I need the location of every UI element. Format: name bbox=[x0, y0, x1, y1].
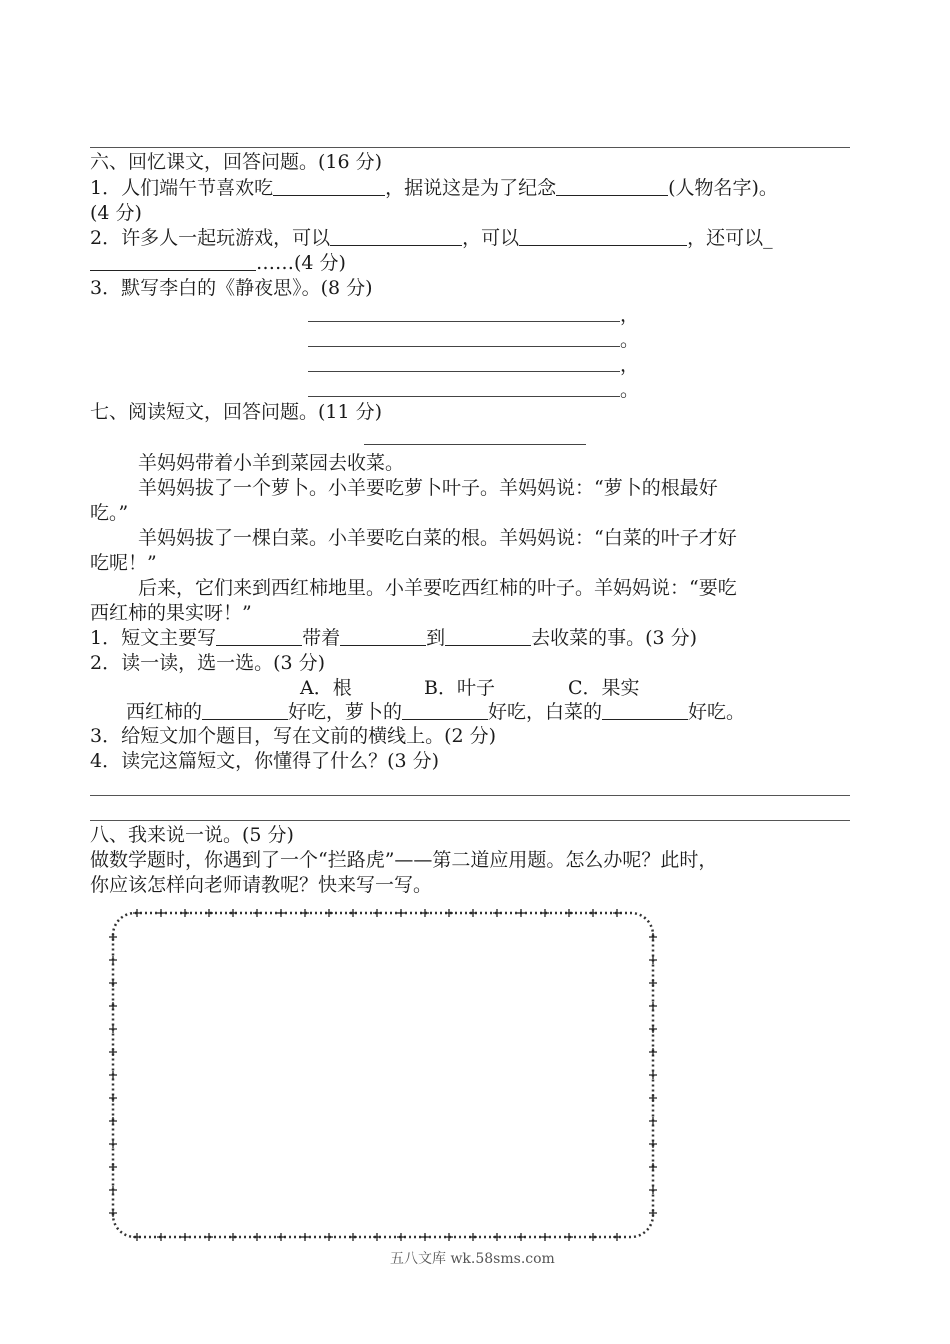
footer-watermark: 五八文库 wk.58sms.com bbox=[390, 1251, 555, 1267]
border-cross bbox=[109, 1025, 117, 1033]
border-cross bbox=[649, 1163, 657, 1171]
border-cross bbox=[109, 933, 117, 941]
border-cross bbox=[589, 1233, 597, 1241]
border-cross bbox=[613, 909, 621, 917]
border-cross bbox=[649, 1048, 657, 1056]
poem-line-1[interactable] bbox=[308, 321, 620, 322]
answer-blank-game-3[interactable] bbox=[90, 252, 256, 271]
border-cross bbox=[157, 909, 165, 917]
border-cross bbox=[565, 1233, 573, 1241]
border-cross bbox=[109, 1117, 117, 1125]
border-cross bbox=[109, 1048, 117, 1056]
border-cross bbox=[649, 1094, 657, 1102]
question-6-1-points: (4 分) bbox=[90, 202, 142, 224]
answer-blank-food[interactable] bbox=[273, 177, 385, 196]
answer-blank-whom[interactable] bbox=[340, 627, 426, 646]
border-cross bbox=[133, 1233, 141, 1241]
q6-1-text-b: ，据说这是为了纪念 bbox=[385, 177, 557, 199]
q6-2-text-c: ，还可以_ bbox=[687, 227, 773, 249]
border-cross bbox=[469, 909, 477, 917]
border-cross bbox=[349, 909, 357, 917]
border-cross bbox=[109, 1094, 117, 1102]
border-cross bbox=[565, 909, 573, 917]
q7-1-text-b: 带着 bbox=[302, 627, 341, 649]
fill-text-c: 好吃，白菜的 bbox=[488, 701, 603, 723]
border-cross bbox=[109, 1071, 117, 1079]
poem-line-2[interactable] bbox=[308, 346, 620, 347]
section-8-prompt-b: 你应该怎样向老师请教呢？快来写一写。 bbox=[90, 874, 433, 896]
border-cross bbox=[181, 909, 189, 917]
poem-punct-3: ， bbox=[620, 354, 640, 376]
passage-paragraph-4-a: 后来，它们来到西红柿地里。小羊要吃西红柿的叶子。羊妈妈说：“要吃 bbox=[138, 577, 737, 599]
top-divider bbox=[90, 147, 850, 148]
border-cross bbox=[133, 909, 141, 917]
section-7-heading: 七、阅读短文，回答问题。(11 分) bbox=[90, 401, 383, 423]
border-cross bbox=[253, 1233, 261, 1241]
border-cross bbox=[541, 1233, 549, 1241]
passage-title-line[interactable] bbox=[364, 444, 586, 445]
border-cross bbox=[493, 1233, 501, 1241]
passage-paragraph-2-b: 吃。” bbox=[90, 502, 129, 524]
border-cross bbox=[109, 979, 117, 987]
border-cross bbox=[253, 909, 261, 917]
q6-1-text-a: 1．人们端午节喜欢吃 bbox=[90, 177, 274, 199]
border-cross bbox=[541, 909, 549, 917]
poem-line-4[interactable] bbox=[308, 396, 620, 397]
border-cross bbox=[205, 1233, 213, 1241]
question-7-2: 2．读一读，选一选。(3 分) bbox=[90, 652, 326, 674]
answer-blank-game-1[interactable] bbox=[330, 227, 462, 246]
border-cross bbox=[373, 1233, 381, 1241]
border-cross bbox=[649, 1140, 657, 1148]
answer-blank-who[interactable] bbox=[216, 627, 302, 646]
poem-punct-1: ， bbox=[620, 304, 640, 326]
question-6-3: 3．默写李白的《静夜思》。(8 分) bbox=[90, 277, 373, 299]
answer-blank-cabbage[interactable] bbox=[602, 701, 688, 720]
question-7-1 bbox=[90, 626, 697, 650]
q6-2-text-a: 2．许多人一起玩游戏，可以 bbox=[90, 227, 331, 249]
border-cross bbox=[649, 1209, 657, 1217]
border-cross bbox=[109, 956, 117, 964]
border-cross bbox=[421, 909, 429, 917]
border-cross bbox=[109, 1163, 117, 1171]
border-cross bbox=[301, 1233, 309, 1241]
border-cross bbox=[517, 909, 525, 917]
border-cross bbox=[301, 909, 309, 917]
border-cross bbox=[373, 909, 381, 917]
passage-paragraph-4-b: 西红柿的果实呀！” bbox=[90, 602, 252, 624]
border-cross bbox=[277, 909, 285, 917]
q7-1-text-d: 去收菜的事。(3 分) bbox=[531, 627, 698, 649]
answer-blank-person[interactable] bbox=[556, 177, 668, 196]
option-a: A．根 bbox=[300, 677, 352, 699]
q6-2-text-b: ，可以 bbox=[462, 227, 520, 249]
border-cross bbox=[109, 1186, 117, 1194]
answer-blank-tomato[interactable] bbox=[202, 701, 288, 720]
section-6-heading: 六、回忆课文，回答问题。(16 分) bbox=[90, 151, 383, 173]
border-cross bbox=[649, 1071, 657, 1079]
border-cross bbox=[649, 1186, 657, 1194]
border-cross bbox=[649, 1117, 657, 1125]
border-cross bbox=[469, 1233, 477, 1241]
border-cross bbox=[397, 1233, 405, 1241]
border-cross bbox=[277, 1233, 285, 1241]
option-c: C．果实 bbox=[568, 677, 640, 699]
passage-paragraph-3-b: 吃呢！” bbox=[90, 552, 157, 574]
border-cross bbox=[109, 1209, 117, 1217]
question-6-1 bbox=[90, 176, 778, 200]
border-cross bbox=[205, 909, 213, 917]
passage-paragraph-1: 羊妈妈带着小羊到菜园去收菜。 bbox=[138, 452, 405, 474]
border-cross bbox=[613, 1233, 621, 1241]
border-cross bbox=[109, 1002, 117, 1010]
fill-text-b: 好吃，萝卜的 bbox=[288, 701, 403, 723]
border-cross bbox=[397, 909, 405, 917]
border-cross bbox=[181, 1233, 189, 1241]
border-cross bbox=[493, 909, 501, 917]
border-cross bbox=[649, 1002, 657, 1010]
border-cross bbox=[421, 1233, 429, 1241]
border-cross bbox=[229, 909, 237, 917]
section-8-prompt-a: 做数学题时，你遇到了一个“拦路虎”——第二道应用题。怎么办呢？此时， bbox=[90, 849, 718, 871]
poem-line-3[interactable] bbox=[308, 371, 620, 372]
border-cross bbox=[649, 933, 657, 941]
question-6-2 bbox=[90, 226, 773, 250]
passage-paragraph-3-a: 羊妈妈拔了一棵白菜。小羊要吃白菜的根。羊妈妈说：“白菜的叶子才好 bbox=[138, 527, 737, 549]
q7-1-text-c: 到 bbox=[426, 627, 446, 649]
answer-line-2[interactable] bbox=[90, 820, 850, 821]
border-cross bbox=[517, 1233, 525, 1241]
border-cross bbox=[649, 956, 657, 964]
border-cross bbox=[649, 979, 657, 987]
poem-punct-4: 。 bbox=[620, 379, 640, 401]
writing-box[interactable] bbox=[105, 905, 661, 1245]
answer-blank-where[interactable] bbox=[445, 627, 531, 646]
border-cross bbox=[649, 1025, 657, 1033]
border-cross bbox=[589, 909, 597, 917]
border-cross bbox=[109, 1140, 117, 1148]
question-7-4: 4．读完这篇短文，你懂得了什么？(3 分) bbox=[90, 750, 440, 772]
fill-text-d: 好吃。 bbox=[688, 701, 746, 723]
border-cross bbox=[325, 1233, 333, 1241]
option-b: B．叶子 bbox=[424, 677, 495, 699]
border-cross bbox=[445, 1233, 453, 1241]
passage-paragraph-2-a: 羊妈妈拔了一个萝卜。小羊要吃萝卜叶子。羊妈妈说：“萝卜的根最好 bbox=[138, 477, 718, 499]
border-cross bbox=[445, 909, 453, 917]
answer-blank-game-2[interactable] bbox=[519, 227, 687, 246]
border-cross bbox=[157, 1233, 165, 1241]
answer-blank-radish[interactable] bbox=[402, 701, 488, 720]
q6-2-text-d: ……(4 分) bbox=[256, 252, 346, 274]
fill-text-a: 西红柿的 bbox=[126, 701, 203, 723]
border-cross bbox=[349, 1233, 357, 1241]
poem-punct-2: 。 bbox=[620, 329, 640, 351]
question-7-3: 3．给短文加个题目，写在文前的横线上。(2 分) bbox=[90, 725, 497, 747]
section-8-heading: 八、我来说一说。(5 分) bbox=[90, 824, 294, 846]
question-7-2-fill bbox=[126, 700, 745, 724]
answer-line-1[interactable] bbox=[90, 795, 850, 796]
q7-1-text-a: 1．短文主要写 bbox=[90, 627, 217, 649]
border-cross bbox=[325, 909, 333, 917]
border-cross bbox=[229, 1233, 237, 1241]
question-6-2-cont bbox=[90, 251, 346, 275]
q6-1-text-c: (人物名字)。 bbox=[668, 177, 778, 199]
